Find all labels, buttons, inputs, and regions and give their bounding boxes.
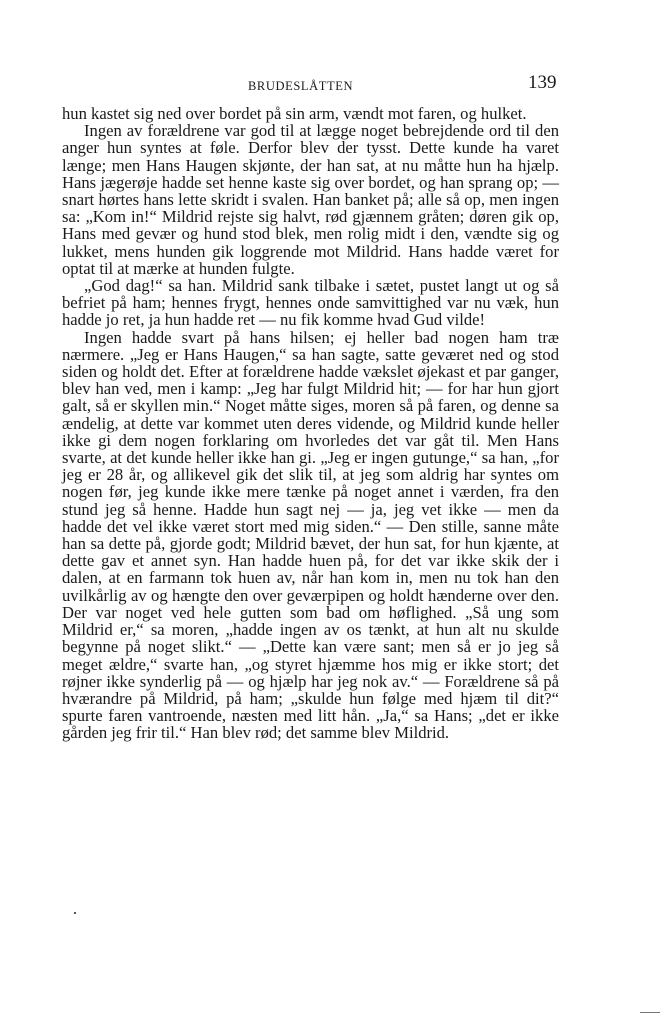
paragraph: „God dag!“ sa han. Mildrid sank tilbake i sætet, pustet langt ut og så befriet på ham; hennes frygt, hennes onde samvittighed var nu væk, hun hadde jo ret, ja hun hadde ret — nu fik komme hvad Gud vilde!: [62, 276, 559, 330]
paragraph: Ingen av forældrene var god til at lægge noget bebrejdende ord til den anger hun syntes at føle. Derfor blev der tysst. Dette kunde ha varet længe; men Hans Haugen skjønte, der han sat, at nu måtte hun ha hjælp. Hans jægerøje hadde set henne kaste sig over bordet, og han sprang op; — snart hørtes hans lette skridt i svalen. Han banket på; alle så op, men ingen sa: „Kom in!“ Mildrid rejste sig halvt, rød gjænnem gråten; døren gik op, Hans med gevær og hund stod blek, men rolig midt i den, vændte sig og lukket, mens hunden gik loggrende mot Mildrid. Hans hadde været for optat til at mærke at hunden fulgte.: [62, 121, 559, 278]
print-speck: [74, 912, 76, 914]
paragraph-continuation: hun kastet sig ned over bordet på sin arm, vændt mot faren, og hulket.: [62, 104, 527, 123]
print-speck: [640, 1012, 660, 1013]
paragraph: Ingen hadde svart på hans hilsen; ej heller bad nogen ham træ nærmere. „Jeg er Hans Haugen,“ sa han sagte, satte geværet ned og stod siden og holdt det. Efter at forældrene hadde vækslet øjekast et par ganger, blev han ved, men i kamp: „Jeg har fulgt Mildrid hit; — for har hun gjort galt, så er skyllen min.“ Noget måtte siges, moren så på faren, og denne sa ændelig, at dette var kommet uten deres vidende, og Mildrid kunde heller ikke gi dem nogen forklaring om hvorledes det var gåt til. Men Hans svarte, at det kunde heller ikke han gi. „Jeg er ingen gutunge,“ sa han, „for jeg er 28 år, og allikevel gik det slik til, at jeg som aldrig har syntes om nogen før, jeg kunde ikke mere tænke på noget annet i værden, fra den stund jeg så henne. Hadde hun sagt nej — ja, jeg vet ikke — men da hadde det vel ikke været stort med mig siden.“ — Den stille, sanne måte han sa dette på, gjorde godt; Mildrid bævet, der hun sat, for hun kjænte, at dette gav et annet syn. Han hadde huen på, for det var ikke skik der i dalen, at en farmann tok huen av, når han kom in, men nu tok han den uvilkårlig av og hængte den over geværpipen og holdt hænderne over den. Der var noget ved hele gutten som bad om høflighed. „Så ung som Mildrid er,“ sa moren, „hadde ingen av os tænkt, at hun alt nu skulde begynne på noget slikt.“ — „Dette kan være sant; men så er jo jeg så meget ældre,“ svarte han, „og styret hjæmme hos mig er ikke stort; det røjner ikke synderlig på — og hjælp har jeg nok av.“ — Forældrene så på hværandre på Mildrid, på ham; „skulde hun følge med hjæm til dit?“ spurte faren vantroende, næsten med litt hån. „Ja,“ sa Hans; „det er ikke gården jeg frir til.“ Han blev rød; det samme blev Mildrid.: [62, 327, 559, 743]
running-title: BRUDESLÅTTEN: [248, 79, 354, 93]
body-text: [62, 105, 559, 742]
page-number: 139: [528, 72, 557, 93]
